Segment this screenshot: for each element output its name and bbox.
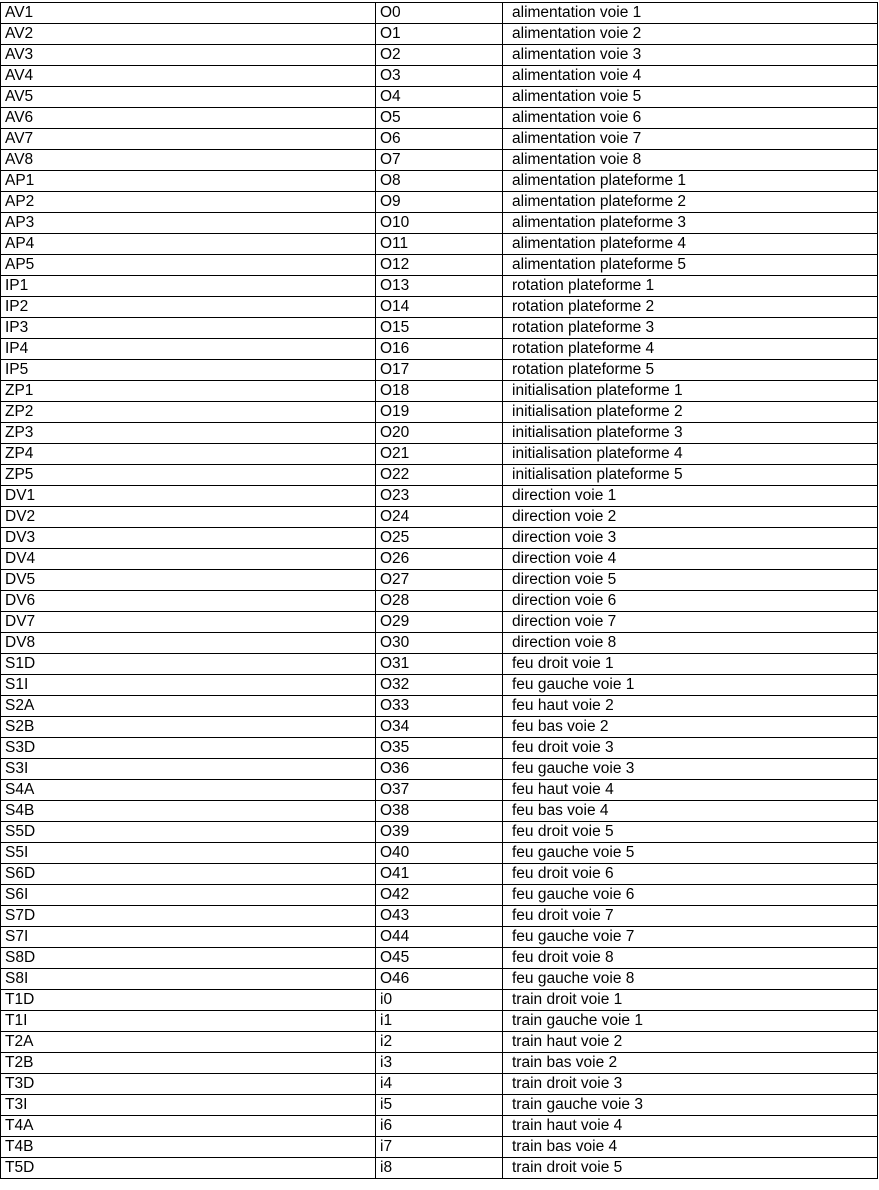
io-address-cell: i8 [376, 1158, 503, 1179]
io-address-cell: O34 [376, 717, 503, 738]
io-address-cell: i4 [376, 1074, 503, 1095]
io-address-cell: O4 [376, 87, 503, 108]
signal-code-cell: AP3 [1, 213, 376, 234]
description-cell: alimentation voie 8 [503, 150, 878, 171]
signal-code-cell: ZP2 [1, 402, 376, 423]
io-address-cell: O19 [376, 402, 503, 423]
io-address-cell: i2 [376, 1032, 503, 1053]
table-body [1, 3, 878, 1179]
signal-code-cell: DV4 [1, 549, 376, 570]
table-row [1, 1095, 878, 1116]
signal-code-cell: S4A [1, 780, 376, 801]
io-address-cell: O36 [376, 759, 503, 780]
table-row [1, 969, 878, 990]
description-cell: alimentation voie 1 [503, 3, 878, 24]
io-address-cell: i1 [376, 1011, 503, 1032]
signal-code-cell: AP4 [1, 234, 376, 255]
io-address-cell: O8 [376, 171, 503, 192]
description-cell: feu haut voie 4 [503, 780, 878, 801]
description-cell: direction voie 4 [503, 549, 878, 570]
table-row [1, 318, 878, 339]
table-row [1, 129, 878, 150]
table-row [1, 759, 878, 780]
description-cell: feu haut voie 2 [503, 696, 878, 717]
description-cell: feu gauche voie 8 [503, 969, 878, 990]
description-cell: initialisation plateforme 2 [503, 402, 878, 423]
io-address-cell: i0 [376, 990, 503, 1011]
description-cell: direction voie 2 [503, 507, 878, 528]
description-cell: feu gauche voie 5 [503, 843, 878, 864]
io-address-cell: O28 [376, 591, 503, 612]
description-cell: rotation plateforme 3 [503, 318, 878, 339]
io-address-cell: O26 [376, 549, 503, 570]
signal-code-cell: T3I [1, 1095, 376, 1116]
io-address-cell: O37 [376, 780, 503, 801]
table-row [1, 675, 878, 696]
signal-code-cell: S7I [1, 927, 376, 948]
io-address-cell: O16 [376, 339, 503, 360]
io-address-cell: O30 [376, 633, 503, 654]
table-row [1, 507, 878, 528]
table-row [1, 108, 878, 129]
description-cell: train droit voie 5 [503, 1158, 878, 1179]
io-address-cell: O46 [376, 969, 503, 990]
table-row [1, 948, 878, 969]
description-cell: alimentation voie 4 [503, 66, 878, 87]
signal-code-cell: T3D [1, 1074, 376, 1095]
signal-code-cell: T1I [1, 1011, 376, 1032]
signal-code-cell: T5D [1, 1158, 376, 1179]
signal-code-cell: IP2 [1, 297, 376, 318]
table-row [1, 444, 878, 465]
signal-code-cell: S1D [1, 654, 376, 675]
signal-code-cell: DV2 [1, 507, 376, 528]
signal-code-cell: S3D [1, 738, 376, 759]
description-cell: feu bas voie 2 [503, 717, 878, 738]
table-row [1, 1032, 878, 1053]
table-row [1, 213, 878, 234]
io-address-cell: O23 [376, 486, 503, 507]
description-cell: feu droit voie 8 [503, 948, 878, 969]
table-row [1, 1011, 878, 1032]
description-cell: feu gauche voie 7 [503, 927, 878, 948]
table-row [1, 360, 878, 381]
signal-code-cell: T2B [1, 1053, 376, 1074]
table-row [1, 570, 878, 591]
signal-code-cell: IP4 [1, 339, 376, 360]
signal-code-cell: S1I [1, 675, 376, 696]
signal-code-cell: S8D [1, 948, 376, 969]
signal-code-cell: S4B [1, 801, 376, 822]
description-cell: feu droit voie 5 [503, 822, 878, 843]
io-address-cell: i6 [376, 1116, 503, 1137]
signal-code-cell: S2A [1, 696, 376, 717]
io-address-cell: O3 [376, 66, 503, 87]
table-row [1, 1074, 878, 1095]
table-row [1, 549, 878, 570]
description-cell: initialisation plateforme 1 [503, 381, 878, 402]
table-row [1, 1158, 878, 1179]
signal-code-cell: ZP5 [1, 465, 376, 486]
signal-code-cell: DV8 [1, 633, 376, 654]
description-cell: feu droit voie 6 [503, 864, 878, 885]
description-cell: train gauche voie 1 [503, 1011, 878, 1032]
signal-code-cell: S6D [1, 864, 376, 885]
io-address-cell: O40 [376, 843, 503, 864]
description-cell: feu droit voie 7 [503, 906, 878, 927]
signal-code-cell: DV3 [1, 528, 376, 549]
signal-code-cell: AP2 [1, 192, 376, 213]
description-cell: train haut voie 4 [503, 1116, 878, 1137]
io-address-cell: O14 [376, 297, 503, 318]
io-address-cell: O6 [376, 129, 503, 150]
description-cell: train bas voie 2 [503, 1053, 878, 1074]
description-cell: feu gauche voie 1 [503, 675, 878, 696]
io-address-cell: O15 [376, 318, 503, 339]
signal-code-cell: AV5 [1, 87, 376, 108]
signal-code-cell: S8I [1, 969, 376, 990]
description-cell: rotation plateforme 4 [503, 339, 878, 360]
description-cell: feu droit voie 3 [503, 738, 878, 759]
signal-code-cell: AP5 [1, 255, 376, 276]
signal-code-cell: AV8 [1, 150, 376, 171]
table-row [1, 885, 878, 906]
table-row [1, 297, 878, 318]
table-row [1, 633, 878, 654]
description-cell: train haut voie 2 [503, 1032, 878, 1053]
description-cell: rotation plateforme 2 [503, 297, 878, 318]
description-cell: train droit voie 1 [503, 990, 878, 1011]
description-cell: alimentation voie 7 [503, 129, 878, 150]
io-address-cell: O31 [376, 654, 503, 675]
description-cell: feu bas voie 4 [503, 801, 878, 822]
signal-code-cell: S5D [1, 822, 376, 843]
table-row [1, 276, 878, 297]
table-row [1, 1116, 878, 1137]
io-address-cell: O11 [376, 234, 503, 255]
signal-code-cell: IP1 [1, 276, 376, 297]
description-cell: feu gauche voie 6 [503, 885, 878, 906]
table-row [1, 696, 878, 717]
description-cell: direction voie 3 [503, 528, 878, 549]
table-row [1, 402, 878, 423]
table-row [1, 1137, 878, 1158]
signal-code-cell: T4A [1, 1116, 376, 1137]
signal-code-cell: DV6 [1, 591, 376, 612]
io-address-cell: O7 [376, 150, 503, 171]
table-row [1, 339, 878, 360]
description-cell: alimentation voie 6 [503, 108, 878, 129]
signal-code-cell: AV3 [1, 45, 376, 66]
signal-code-cell: IP5 [1, 360, 376, 381]
table-row [1, 864, 878, 885]
table-row [1, 381, 878, 402]
io-address-cell: i3 [376, 1053, 503, 1074]
signal-code-cell: DV5 [1, 570, 376, 591]
io-address-cell: O32 [376, 675, 503, 696]
signal-code-cell: ZP4 [1, 444, 376, 465]
io-address-cell: O20 [376, 423, 503, 444]
description-cell: initialisation plateforme 3 [503, 423, 878, 444]
description-cell: alimentation voie 3 [503, 45, 878, 66]
table-row [1, 150, 878, 171]
signal-code-cell: S3I [1, 759, 376, 780]
io-address-cell: O25 [376, 528, 503, 549]
table-row [1, 906, 878, 927]
signal-code-cell: DV1 [1, 486, 376, 507]
io-address-cell: O43 [376, 906, 503, 927]
table-row [1, 927, 878, 948]
table-row [1, 24, 878, 45]
table-row [1, 255, 878, 276]
signal-code-cell: AV7 [1, 129, 376, 150]
io-address-cell: O45 [376, 948, 503, 969]
description-cell: direction voie 6 [503, 591, 878, 612]
table-row [1, 1053, 878, 1074]
io-address-cell: O44 [376, 927, 503, 948]
signal-code-cell: T4B [1, 1137, 376, 1158]
io-address-cell: i7 [376, 1137, 503, 1158]
description-cell: alimentation plateforme 4 [503, 234, 878, 255]
io-address-cell: O0 [376, 3, 503, 24]
io-address-cell: O17 [376, 360, 503, 381]
description-cell: alimentation plateforme 5 [503, 255, 878, 276]
signal-code-cell: AV2 [1, 24, 376, 45]
description-cell: train gauche voie 3 [503, 1095, 878, 1116]
io-address-cell: O9 [376, 192, 503, 213]
io-mapping-table [0, 2, 878, 1179]
signal-code-cell: AV4 [1, 66, 376, 87]
description-cell: alimentation plateforme 3 [503, 213, 878, 234]
signal-code-cell: T1D [1, 990, 376, 1011]
description-cell: rotation plateforme 5 [503, 360, 878, 381]
description-cell: train droit voie 3 [503, 1074, 878, 1095]
io-address-cell: O10 [376, 213, 503, 234]
table-row [1, 87, 878, 108]
table-row [1, 591, 878, 612]
io-address-cell: O41 [376, 864, 503, 885]
table-row [1, 654, 878, 675]
signal-code-cell: S7D [1, 906, 376, 927]
description-cell: alimentation voie 5 [503, 87, 878, 108]
io-address-cell: O35 [376, 738, 503, 759]
description-cell: direction voie 1 [503, 486, 878, 507]
signal-code-cell: ZP3 [1, 423, 376, 444]
table-row [1, 843, 878, 864]
io-address-cell: i5 [376, 1095, 503, 1116]
io-address-cell: O24 [376, 507, 503, 528]
table-row [1, 3, 878, 24]
table-row [1, 171, 878, 192]
io-address-cell: O1 [376, 24, 503, 45]
description-cell: direction voie 7 [503, 612, 878, 633]
description-cell: initialisation plateforme 5 [503, 465, 878, 486]
signal-code-cell: AP1 [1, 171, 376, 192]
signal-code-cell: S6I [1, 885, 376, 906]
signal-code-cell: IP3 [1, 318, 376, 339]
table-row [1, 717, 878, 738]
signal-code-cell: S5I [1, 843, 376, 864]
table-row [1, 66, 878, 87]
table-row [1, 45, 878, 66]
io-address-cell: O22 [376, 465, 503, 486]
io-address-cell: O13 [376, 276, 503, 297]
description-cell: direction voie 8 [503, 633, 878, 654]
table-row [1, 465, 878, 486]
description-cell: alimentation voie 2 [503, 24, 878, 45]
table-row [1, 486, 878, 507]
table-row [1, 423, 878, 444]
signal-code-cell: AV6 [1, 108, 376, 129]
table-row [1, 780, 878, 801]
signal-code-cell: T2A [1, 1032, 376, 1053]
table-row [1, 192, 878, 213]
io-address-cell: O18 [376, 381, 503, 402]
table-row [1, 822, 878, 843]
io-address-cell: O33 [376, 696, 503, 717]
table-row [1, 528, 878, 549]
io-address-cell: O21 [376, 444, 503, 465]
description-cell: direction voie 5 [503, 570, 878, 591]
io-address-cell: O5 [376, 108, 503, 129]
description-cell: feu droit voie 1 [503, 654, 878, 675]
signal-code-cell: AV1 [1, 3, 376, 24]
description-cell: feu gauche voie 3 [503, 759, 878, 780]
description-cell: rotation plateforme 1 [503, 276, 878, 297]
signal-code-cell: ZP1 [1, 381, 376, 402]
io-address-cell: O29 [376, 612, 503, 633]
table-row [1, 612, 878, 633]
table-row [1, 990, 878, 1011]
description-cell: train bas voie 4 [503, 1137, 878, 1158]
table-row [1, 738, 878, 759]
description-cell: alimentation plateforme 2 [503, 192, 878, 213]
description-cell: alimentation plateforme 1 [503, 171, 878, 192]
table-row [1, 234, 878, 255]
io-address-cell: O27 [376, 570, 503, 591]
signal-code-cell: S2B [1, 717, 376, 738]
table-row [1, 801, 878, 822]
io-address-cell: O42 [376, 885, 503, 906]
signal-code-cell: DV7 [1, 612, 376, 633]
io-address-cell: O38 [376, 801, 503, 822]
io-address-cell: O2 [376, 45, 503, 66]
io-address-cell: O39 [376, 822, 503, 843]
io-address-cell: O12 [376, 255, 503, 276]
description-cell: initialisation plateforme 4 [503, 444, 878, 465]
